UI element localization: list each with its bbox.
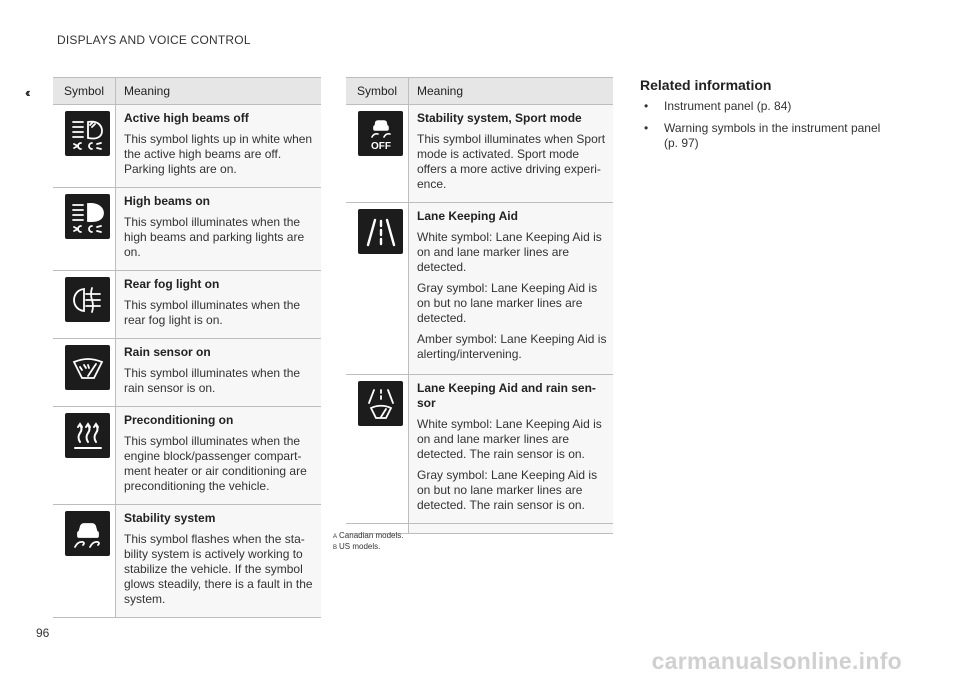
row-title: Rain sensor on <box>124 345 211 359</box>
watermark: carmanualsonline.info <box>651 648 902 674</box>
row-description: Gray symbol: Lane Keeping Aid is on but no lane marker lines are detected. <box>417 281 598 325</box>
row-description: Amber symbol: Lane Keeping Aid is alerting/intervening. <box>417 332 607 361</box>
row-title: Preconditioning on <box>124 413 234 427</box>
column-header-meaning: Meaning <box>116 78 322 105</box>
table-row <box>346 375 613 524</box>
row-title: Rear fog light on <box>124 277 220 291</box>
back-navigation-icon[interactable]: ‹‹ <box>25 85 28 100</box>
row-description: Gray symbol: Lane Keeping Aid is on but no lane marker lines are detected. The rain sensor is on. <box>417 468 598 512</box>
row-description: This symbol lights up in white when the active high beams are off. Parking lights are on. <box>124 132 313 176</box>
footnotes <box>333 531 404 553</box>
row-description: This symbol illuminates when Sport mode is activated. Sport mode offers a more active driving experi-ence. <box>417 132 606 191</box>
symbol-table-left <box>53 77 321 618</box>
row-title: Stability system, Sport mode <box>417 111 582 125</box>
related-information <box>640 77 890 158</box>
column-header-meaning: Meaning <box>409 78 614 105</box>
row-description: This symbol illuminates when the engine block/passenger compart-ment heater or air conditioning are preconditioning the vehicle. <box>124 434 307 493</box>
row-description: This symbol illuminates when the rear fog light is on. <box>124 298 301 327</box>
table-row <box>346 105 613 203</box>
preconditioning-icon <box>65 413 110 458</box>
table-row <box>53 407 321 505</box>
page-number: 96 <box>36 626 50 640</box>
row-description: This symbol illuminates when the rain sensor is on. <box>124 366 301 395</box>
row-description: This symbol flashes when the sta-bility system is actively working to stabilize the vehicle. If the symbol glows steadily, there is a fault in the system. <box>124 532 313 606</box>
row-description: This symbol illuminates when the high beams and parking lights are on. <box>124 215 305 259</box>
table-row <box>53 339 321 407</box>
row-title: Active high beams off <box>124 111 249 125</box>
table-row <box>53 271 321 339</box>
row-title: Lane Keeping Aid and rain sen-sor <box>417 381 596 410</box>
related-link-instrument-panel[interactable]: • Instrument panel (p. 84) <box>640 99 890 114</box>
row-description: White symbol: Lane Keeping Aid is on and lane marker lines are detected. <box>417 230 602 274</box>
page-header: DISPLAYS AND VOICE CONTROL <box>57 33 251 47</box>
row-title: High beams on <box>124 194 211 208</box>
symbol-table-right <box>346 77 613 534</box>
row-description: White symbol: Lane Keeping Aid is on and lane marker lines are detected. The rain sensor is on. <box>417 417 602 461</box>
active-high-beams-off-icon <box>65 111 110 156</box>
rain-sensor-icon <box>65 345 110 390</box>
related-link-warning-symbols[interactable]: • Warning symbols in the instrument panel (p. 97) <box>640 121 890 151</box>
high-beams-on-icon <box>65 194 110 239</box>
stability-system-icon <box>65 511 110 556</box>
footnote-a: A Canadian models. <box>333 531 404 540</box>
rear-fog-light-icon <box>65 277 110 322</box>
stability-sport-mode-icon <box>358 111 403 156</box>
table-row <box>346 203 613 375</box>
row-title: Stability system <box>124 511 216 525</box>
lane-keeping-aid-icon <box>358 209 403 254</box>
table-row <box>53 105 321 188</box>
row-title: Lane Keeping Aid <box>417 209 518 223</box>
column-header-symbol: Symbol <box>346 78 409 105</box>
off-label: OFF <box>370 140 391 152</box>
lane-keeping-rain-sensor-icon <box>358 381 403 426</box>
column-header-symbol: Symbol <box>53 78 116 105</box>
related-list <box>640 99 890 151</box>
footnote-b: B US models. <box>333 542 381 551</box>
table-row <box>53 505 321 618</box>
table-row <box>53 188 321 271</box>
related-heading: Related information <box>640 77 772 93</box>
